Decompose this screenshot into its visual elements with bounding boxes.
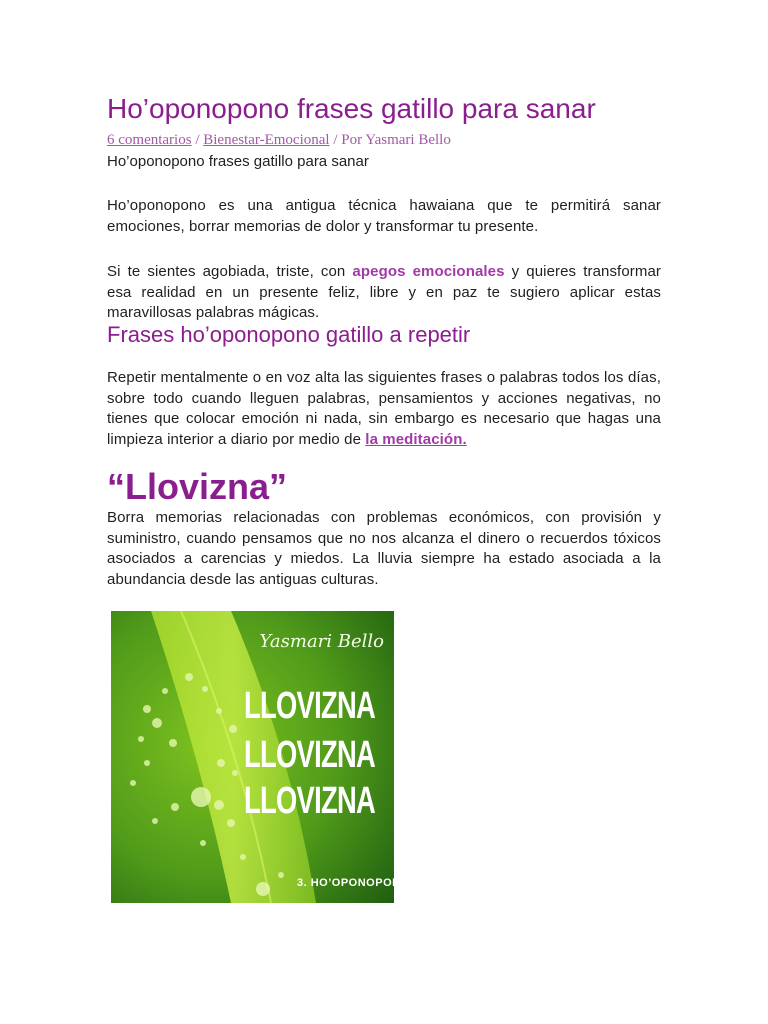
category-link[interactable]: Bienestar-Emocional: [203, 132, 330, 148]
image-word: LLOVIZNA: [244, 685, 376, 727]
meta-separator: /: [191, 132, 204, 148]
meditation-link[interactable]: la meditación.: [365, 430, 467, 448]
llovizna-image: [111, 611, 410, 903]
article-title: Ho’oponopono frases gatillo para sanar: [107, 93, 596, 124]
article-subtitle: Ho’oponopono frases gatillo para sanar: [107, 153, 369, 170]
image-word: LLOVIZNA: [244, 734, 376, 776]
author-byline: / Por Yasmari Bello: [329, 132, 451, 148]
second-paragraph: [107, 262, 661, 324]
comments-link[interactable]: 6 comentarios: [107, 132, 192, 148]
post-meta: [107, 131, 451, 149]
phrase-description: Borra memorias relacionadas con problemas económicos, con provisión y suministro, cuando pensamos que no nos alcanza el dinero o recuerdos tóxicos asociados a carencias y miedos. La lluvia siempre ha estado asociada a la abundancia desde las antiguas culturas.: [107, 509, 661, 588]
paragraph-text: Si te sientes agobiada, triste, con: [107, 263, 353, 280]
paragraph-text: Repetir mentalmente o en voz alta las siguientes frases o palabras todos los días, sobre todo cuando lleguen palabras, pensamientos y acciones negativas, no tienes que colocar emoción ni nada, sin embargo es necesario que hagas una limpieza interior a diario por medio de: [107, 369, 661, 448]
apegos-link[interactable]: apegos emocionales: [352, 263, 505, 280]
repeat-paragraph: [107, 368, 661, 450]
intro-paragraph: Ho’oponopono es una antigua técnica hawaiana que te permitirá sanar emociones, borrar memorias de dolor y transformar tu presente.: [107, 197, 661, 235]
paragraph-text: y quieres transformar esa realidad en un presente feliz, libre y en paz te sugiero aplicar estas maravillosas palabras mágicas.: [107, 263, 661, 321]
image-word: LLOVIZNA: [244, 780, 376, 822]
signature: Yasmari Bello: [259, 631, 384, 652]
section-heading: Frases ho’oponopono gatillo a repetir: [107, 322, 471, 347]
image-caption: 3. HO’OPONOPONO: [297, 877, 410, 889]
phrase-heading: “Llovizna”: [107, 466, 288, 507]
